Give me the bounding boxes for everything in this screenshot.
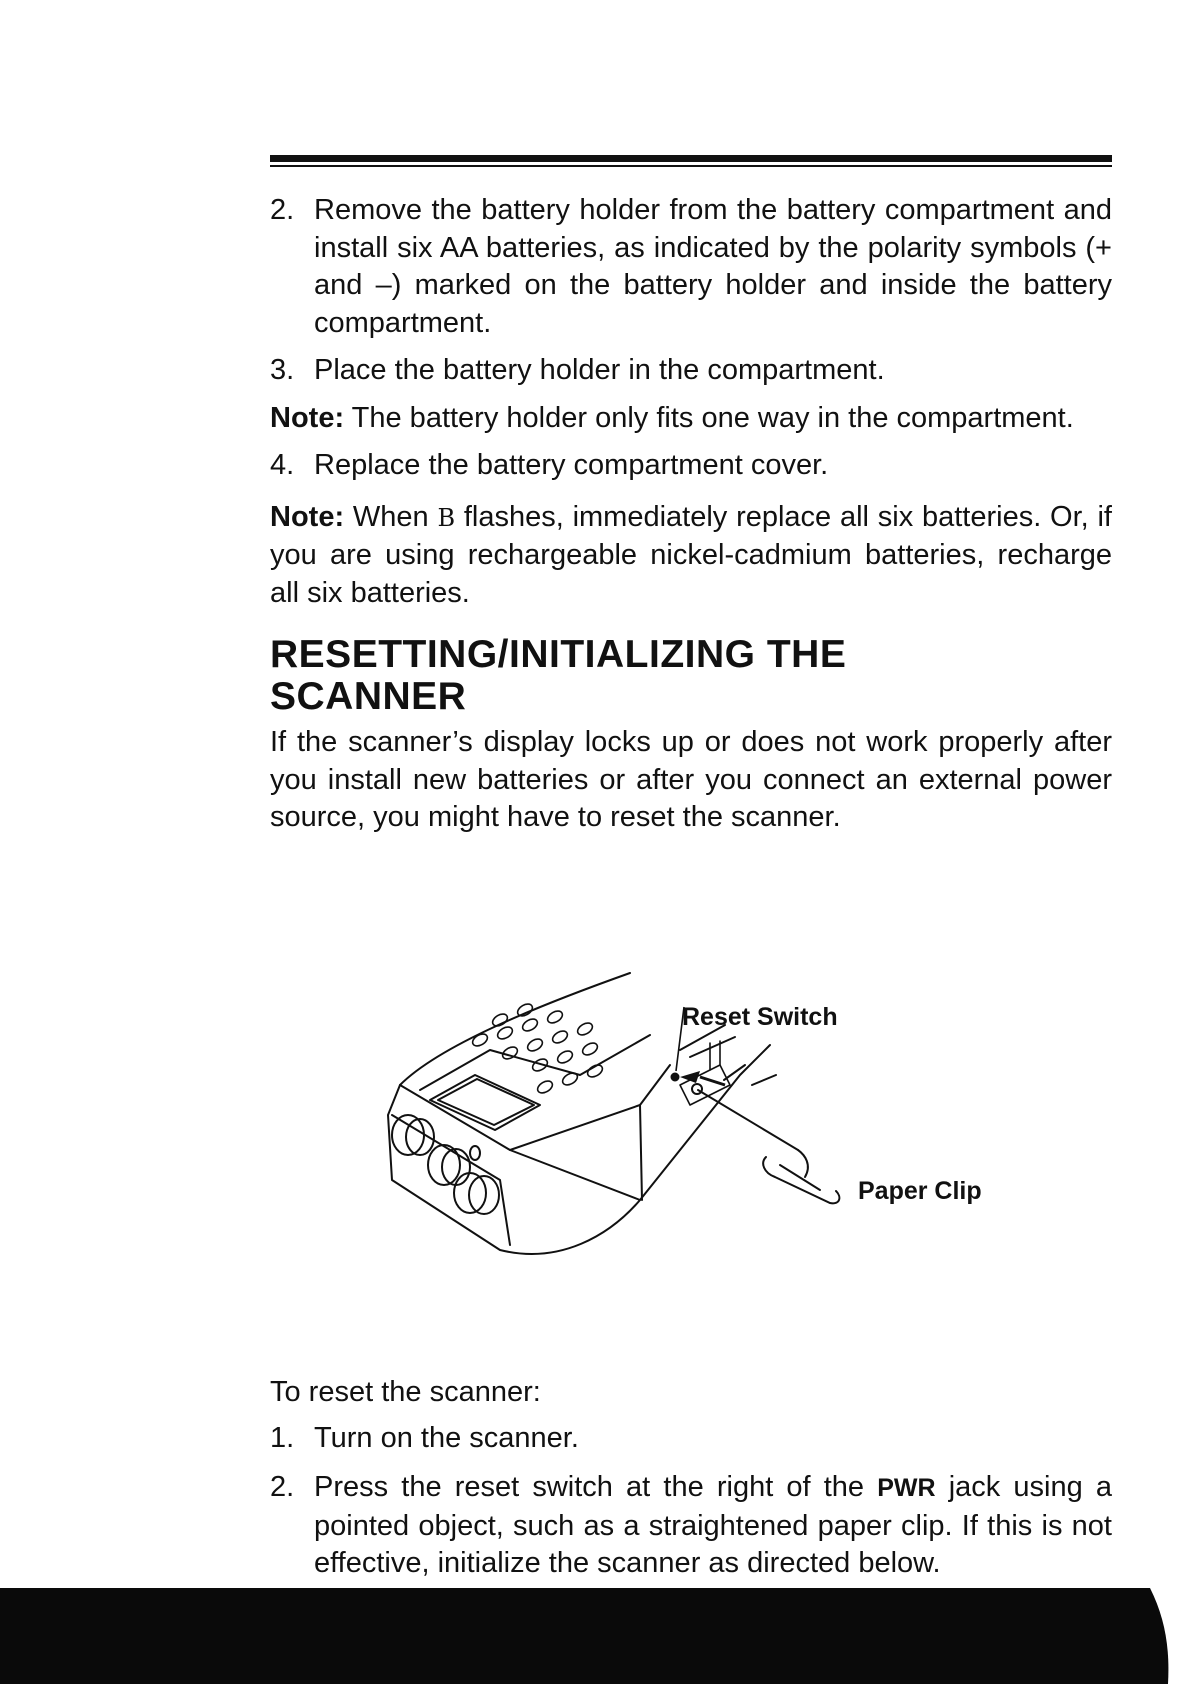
reset-switch-illustration <box>380 965 1020 1285</box>
step-number: 2. <box>270 1471 295 1503</box>
step-text: Remove the battery holder from the battery compartment and install six AA batteries, as indicated by the polarity symbols (+ and –) marked on the battery holder and inside the battery compartment. <box>314 194 1112 339</box>
list-item-reset-step-1 <box>270 1420 1112 1458</box>
note-label: Note: <box>270 500 345 533</box>
page-content <box>270 192 1112 837</box>
label-reset-switch: Reset Switch <box>682 1003 838 1031</box>
section-title-line-1: RESETTING/INITIALIZING THE <box>270 633 847 676</box>
list-item-step-4 <box>270 447 1112 485</box>
note-label: Note: <box>270 401 345 434</box>
step-text-post: jack using a pointed object, such as a straightened paper clip. If this is not effective, initialize the scanner as directed below. <box>314 1471 1113 1579</box>
note-battery-fit <box>270 400 1112 438</box>
reset-intro: To reset the scanner: <box>270 1376 541 1408</box>
pwr-key-label: PWR <box>877 1474 936 1502</box>
section-title <box>270 634 1112 718</box>
step-text-pre: Press the reset switch at the right of the <box>314 1471 865 1503</box>
bottom-black-band <box>0 1588 1188 1684</box>
header-rule-thin <box>270 165 1112 167</box>
step-text: Turn on the scanner. <box>314 1421 579 1454</box>
step-number: 3. <box>270 354 295 386</box>
section-intro: If the scanner’s display locks up or does not work properly after you install new batteries or after you connect an external power source, you might have to reset the scanner. <box>270 726 1112 833</box>
note-text-post: flashes, immediately replace all six batteries. Or, if you are using rechargeable nickel-cadmium batteries, recharge all six batteries. <box>270 500 1112 609</box>
step-number: 4. <box>270 449 295 481</box>
list-item-reset-step-2 <box>270 1469 1112 1583</box>
note-text: The battery holder only fits one way in the compartment. <box>351 401 1074 434</box>
note-text-pre: When <box>352 500 429 533</box>
battery-low-symbol: B <box>437 503 456 532</box>
note-low-battery <box>270 499 1112 613</box>
step-number: 2. <box>270 194 295 226</box>
list-item-step-2 <box>270 192 1112 342</box>
header-rule-thick <box>270 155 1112 162</box>
reset-instructions <box>270 1374 1112 1583</box>
step-number: 1. <box>270 1421 295 1454</box>
label-paper-clip: Paper Clip <box>858 1177 982 1205</box>
list-item-step-3 <box>270 352 1112 390</box>
step-text: Replace the battery compartment cover. <box>314 449 829 481</box>
step-text: Place the battery holder in the compartment. <box>314 354 885 386</box>
section-title-line-2: SCANNER <box>270 675 467 718</box>
